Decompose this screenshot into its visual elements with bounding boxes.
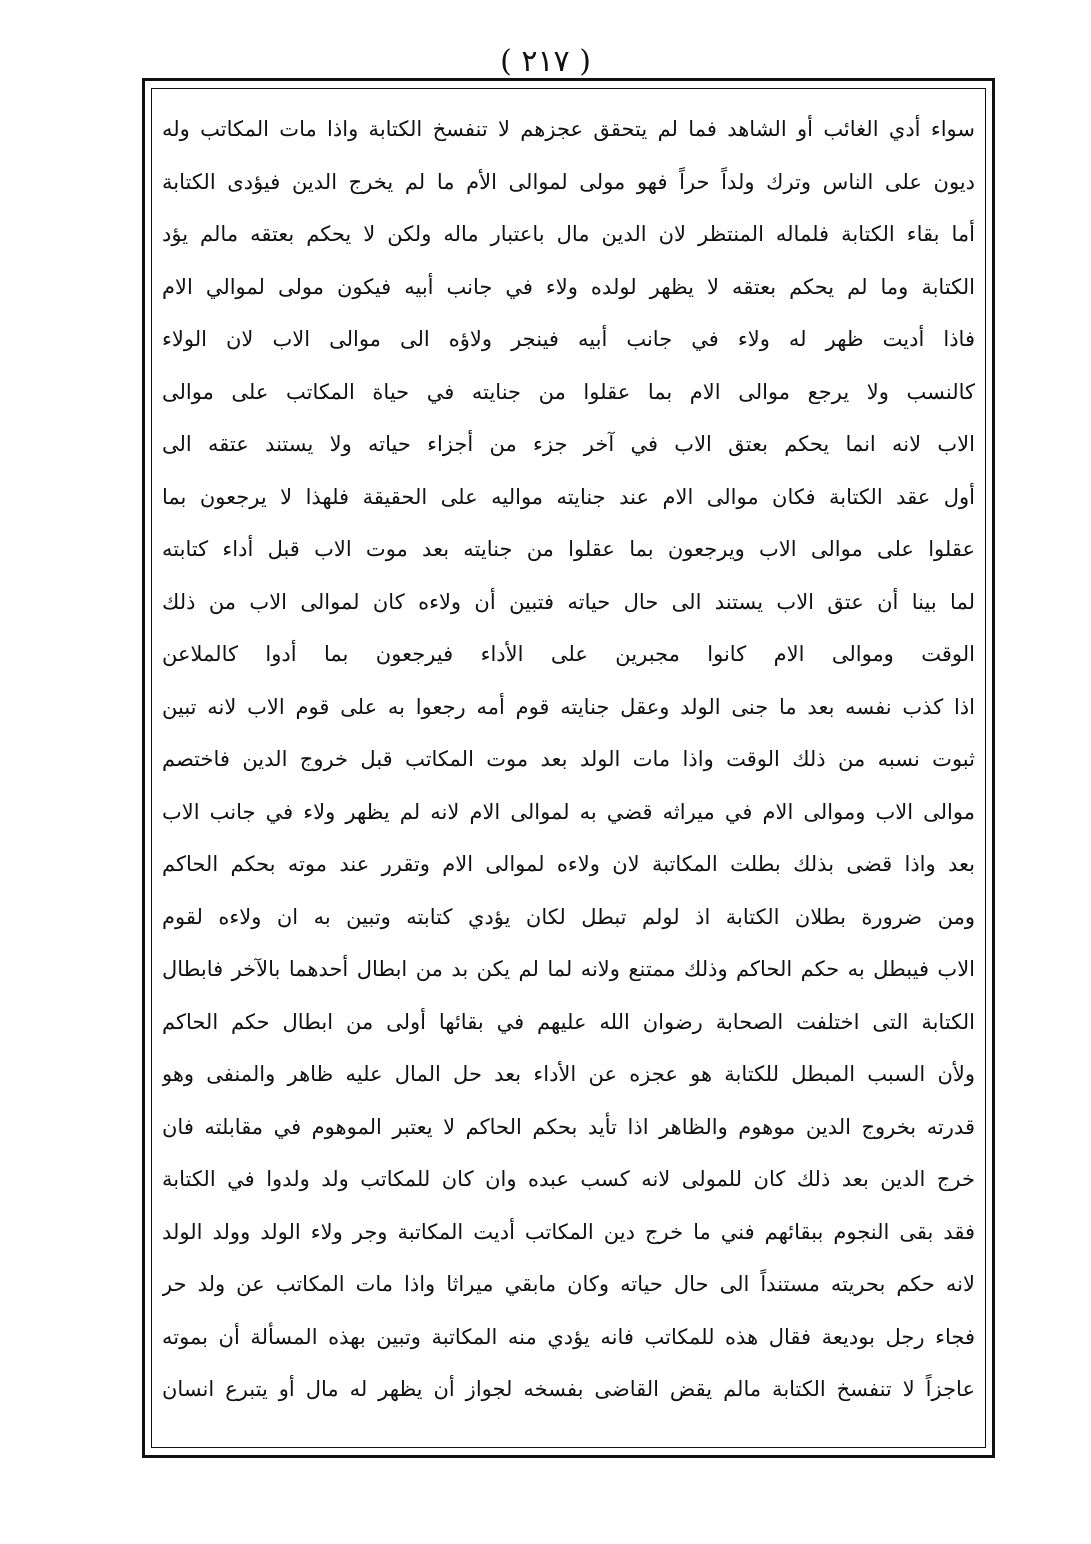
body-text [162,103,975,1416]
text-line: لانه حكم بحريته مستنداً الى حال حياته وكان مابقي ميراثا واذا مات المكاتب عن ولد حر [162,1272,975,1296]
text-line: الاب لانه انما يحكم بعتق الاب في آخر جزء من أجزاء حياته ولا يستند عتقه الى [162,432,975,456]
text-line: موالى الاب وموالى الام في ميراثه قضي به لموالى الام لانه لم يظهر ولاء في جانب الاب [162,799,975,824]
text-line: فاذا أديت ظهر له ولاء في جانب أبيه فينجر ولاؤه الى موالى الاب لان الولاء [162,327,975,351]
text-line: كالنسب ولا يرجع موالى الام بما عقلوا من جنايته في حياة المكاتب على موالى [162,379,975,404]
text-line: ديون على الناس وترك ولداً حراً فهو مولى لموالى الأم ما لم يخرج الدين فيؤدى الكتابة [162,169,975,194]
text-line: اذا كذب نفسه بعد ما جنى الولد وعقل جنايته قوم أمه رجعوا به على قوم الاب لانه تبين [162,694,975,719]
page-number: ( ٢١٧ ) [500,44,591,79]
text-line: الاب فيبطل به حكم الحاكم وذلك ممتنع ولانه لما لم يكن بد من ابطال أحدهما بالآخر فابطال [162,957,975,981]
text-line: أول عقد الكتابة فكان موالى الام عند جنايته مواليه على الحقيقة فلهذا لا يرجعون بما [162,484,975,509]
text-line: ومن ضرورة بطلان الكتابة اذ لولم تبطل لكان يؤدي كتابته وتبين به ان ولاءه لقوم [162,904,975,929]
text-line: خرج الدين بعد ذلك كان للمولى لانه كسب عبده وان كان للمكاتب ولد ولدوا في الكتابة [162,1167,975,1191]
text-line: بعد واذا قضى بذلك بطلت المكاتبة لان ولاءه لموالى الام وتقرر عند موته بحكم الحاكم [162,852,975,876]
text-line: أما بقاء الكتابة فلماله المنتظر لان الدين مال باعتبار ماله ولكن لا يحكم بعتقه مالم يؤد [162,222,975,246]
text-line: الكتابة التى اختلفت الصحابة رضوان الله عليهم في بقائها أولى من ابطال حكم الحاكم [162,1009,975,1034]
text-line: ولأن السبب المبطل للكتابة هو عجزه عن الأداء بعد حل المال عليه ظاهر والمنفى وهو [162,1062,975,1086]
text-line: قدرته بخروج الدين موهوم والظاهر اذا تأيد بحكم الحاكم لا يعتبر الموهوم في مقابلته فان [162,1114,975,1139]
text-line: سواء أدي الغائب أو الشاهد فما لم يتحقق عجزهم لا تنفسخ الكتابة واذا مات المكاتب وله [162,117,975,141]
text-line: فقد بقى النجوم ببقائهم فني ما خرج دين المكاتب أديت المكاتبة وجر ولاء الولد وولد الولد [162,1219,975,1244]
text-line: عاجزاً لا تنفسخ الكتابة مالم يقض القاضى بفسخه لجواز أن يظهر له مال أو يتبرع انسان [162,1377,975,1401]
text-line: الوقت وموالى الام كانوا مجبرين على الأداء فيرجعون بما أدوا كالملاعن [162,642,975,666]
text-line: الكتابة وما لم يحكم بعتقه لا يظهر لولده ولاء في جانب أبيه فيكون مولى لموالي الام [162,274,975,299]
text-line: فجاء رجل بوديعة فقال هذه للمكاتب فانه يؤدي منه المكاتبة وتبين بهذه المسألة أن بموته [162,1324,975,1349]
text-line: عقلوا على موالى الاب ويرجعون بما عقلوا من جنايته بعد موت الاب قبل أداء كتابته [162,537,975,561]
text-line: لما بينا أن عتق الاب يستند الى حال حياته فتبين أن ولاءه كان لموالى الاب من ذلك [162,589,975,614]
text-line: ثبوت نسبه من ذلك الوقت واذا مات الولد بعد موت المكاتب قبل خروج الدين فاختصم [162,747,975,771]
